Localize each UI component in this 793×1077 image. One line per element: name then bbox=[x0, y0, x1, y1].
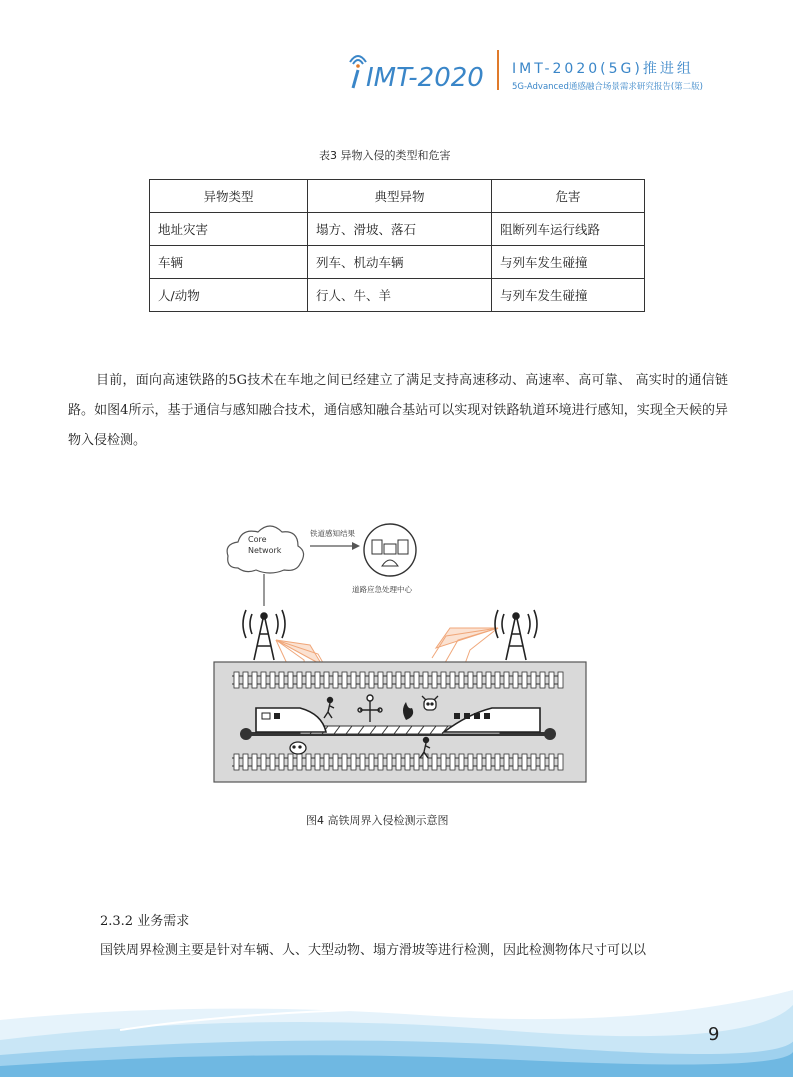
table-cell: 与列车发生碰撞 bbox=[492, 246, 645, 279]
table-cell: 地址灾害 bbox=[150, 213, 308, 246]
fence-post bbox=[261, 754, 266, 770]
header-divider bbox=[497, 50, 499, 90]
fence-post bbox=[432, 754, 437, 770]
fence-post bbox=[369, 672, 374, 688]
fence-post bbox=[459, 754, 464, 770]
fence-post bbox=[297, 754, 302, 770]
fence-post bbox=[243, 672, 248, 688]
fence-post bbox=[360, 754, 365, 770]
sheep-icon bbox=[290, 742, 306, 754]
table-cell: 塌方、滑坡、落石 bbox=[308, 213, 492, 246]
imt2020-logo bbox=[344, 44, 494, 98]
fence-post bbox=[396, 672, 401, 688]
fence-post bbox=[297, 672, 302, 688]
fence-post bbox=[441, 672, 446, 688]
fence-post bbox=[531, 754, 536, 770]
fence-post bbox=[486, 672, 491, 688]
fence-post bbox=[234, 754, 239, 770]
fence-post bbox=[459, 672, 464, 688]
logo-text: IMT-2020 bbox=[366, 63, 484, 93]
table-header-row bbox=[150, 180, 645, 213]
fence-post bbox=[495, 672, 500, 688]
fence-post bbox=[387, 672, 392, 688]
fence-post bbox=[504, 754, 509, 770]
fence-post bbox=[252, 672, 257, 688]
fence-post bbox=[387, 754, 392, 770]
figure-caption: 图4 高铁周界入侵检测示意图 bbox=[306, 814, 449, 827]
fence-post bbox=[423, 672, 428, 688]
table-row bbox=[150, 246, 645, 279]
fence-post bbox=[261, 672, 266, 688]
antenna-tower-icon bbox=[243, 610, 285, 660]
fence-post bbox=[360, 672, 365, 688]
fence-post bbox=[477, 672, 482, 688]
figure-4-diagram bbox=[210, 510, 590, 800]
fence-post bbox=[549, 754, 554, 770]
fence-post bbox=[513, 672, 518, 688]
table-header-cell: 危害 bbox=[492, 180, 645, 213]
fence-post bbox=[396, 754, 401, 770]
fence-post bbox=[450, 754, 455, 770]
body-paragraph: 目前，面向高速铁路的5G技术在车地之间已经建立了满足支持高速移动、高速率、高可靠、 高实时的通信链路。如图4所示，基于通信与感知融合技术，通信感知融合基站可以实现对铁路轨道环境进行感知，实现全天候的异物入侵检测。 bbox=[68, 373, 728, 448]
fence-post bbox=[333, 672, 338, 688]
org-name: IMT-2020(5G)推进组 bbox=[512, 61, 694, 77]
fence-post bbox=[522, 672, 527, 688]
page-number: 9 bbox=[708, 1024, 720, 1045]
fence-post bbox=[405, 754, 410, 770]
fence-post bbox=[549, 672, 554, 688]
fence-post bbox=[351, 672, 356, 688]
fence-post bbox=[486, 754, 491, 770]
table-cell: 与列车发生碰撞 bbox=[492, 279, 645, 312]
fence-post bbox=[468, 672, 473, 688]
rail-end bbox=[240, 728, 252, 740]
center-label: 道路应急处理中心 bbox=[352, 585, 412, 594]
fence-post bbox=[531, 672, 536, 688]
fence-post bbox=[315, 672, 320, 688]
decorative-waves bbox=[0, 960, 793, 1077]
fence-post bbox=[405, 672, 410, 688]
rail-end bbox=[544, 728, 556, 740]
table-caption: 表3 异物入侵的类型和危害 bbox=[319, 149, 451, 162]
fence-post bbox=[288, 754, 293, 770]
fence-post bbox=[540, 754, 545, 770]
fence-post bbox=[369, 754, 374, 770]
fence-post bbox=[333, 754, 338, 770]
fence-post bbox=[252, 754, 257, 770]
arrow-head bbox=[352, 542, 360, 550]
fence-post bbox=[243, 754, 248, 770]
table-cell: 行人、牛、羊 bbox=[308, 279, 492, 312]
fence-post bbox=[441, 754, 446, 770]
fence-post bbox=[342, 672, 347, 688]
fence-post bbox=[342, 754, 347, 770]
fence-post bbox=[558, 672, 563, 688]
fence-post bbox=[495, 754, 500, 770]
fence-post bbox=[378, 754, 383, 770]
fence-post bbox=[306, 754, 311, 770]
fence-post bbox=[324, 754, 329, 770]
table-row bbox=[150, 213, 645, 246]
table-header-cell: 异物类型 bbox=[150, 180, 308, 213]
fence-post bbox=[279, 754, 284, 770]
fence-post bbox=[558, 754, 563, 770]
fence-post bbox=[414, 754, 419, 770]
core-network-label: Network bbox=[248, 546, 282, 555]
fence-post bbox=[450, 672, 455, 688]
table-cell: 人/动物 bbox=[150, 279, 308, 312]
control-center-icon bbox=[364, 524, 416, 576]
fence-post bbox=[324, 672, 329, 688]
fence-post bbox=[270, 672, 275, 688]
core-network-label: Core bbox=[248, 535, 267, 544]
foreign-object-table bbox=[149, 179, 645, 312]
fence-post bbox=[234, 672, 239, 688]
table-cell: 车辆 bbox=[150, 246, 308, 279]
fence-post bbox=[522, 754, 527, 770]
section-heading: 2.3.2 业务需求 bbox=[100, 914, 190, 929]
fence-post bbox=[288, 672, 293, 688]
fence-post bbox=[468, 754, 473, 770]
table-cell: 列车、机动车辆 bbox=[308, 246, 492, 279]
fence-post bbox=[540, 672, 545, 688]
table-row bbox=[150, 279, 645, 312]
fence-post bbox=[279, 672, 284, 688]
table-cell: 阻断列车运行线路 bbox=[492, 213, 645, 246]
table-header-cell: 典型异物 bbox=[308, 180, 492, 213]
report-title: 5G-Advanced通感融合场景需求研究报告(第二版) bbox=[512, 82, 703, 92]
fence-post bbox=[351, 754, 356, 770]
fence-post bbox=[306, 672, 311, 688]
section-paragraph: 国铁周界检测主要是针对车辆、人、大型动物、塌方滑坡等进行检测，因此检测物体尺寸可以以 bbox=[100, 943, 647, 958]
fence-post bbox=[315, 754, 320, 770]
fence-post bbox=[270, 754, 275, 770]
fence-post bbox=[378, 672, 383, 688]
fence-post bbox=[477, 754, 482, 770]
fence-post bbox=[513, 754, 518, 770]
fence-post bbox=[414, 672, 419, 688]
fence-post bbox=[432, 672, 437, 688]
arrow-label: 铁道感知结果 bbox=[310, 529, 355, 538]
fence-post bbox=[504, 672, 509, 688]
antenna-tower-icon bbox=[495, 610, 537, 660]
